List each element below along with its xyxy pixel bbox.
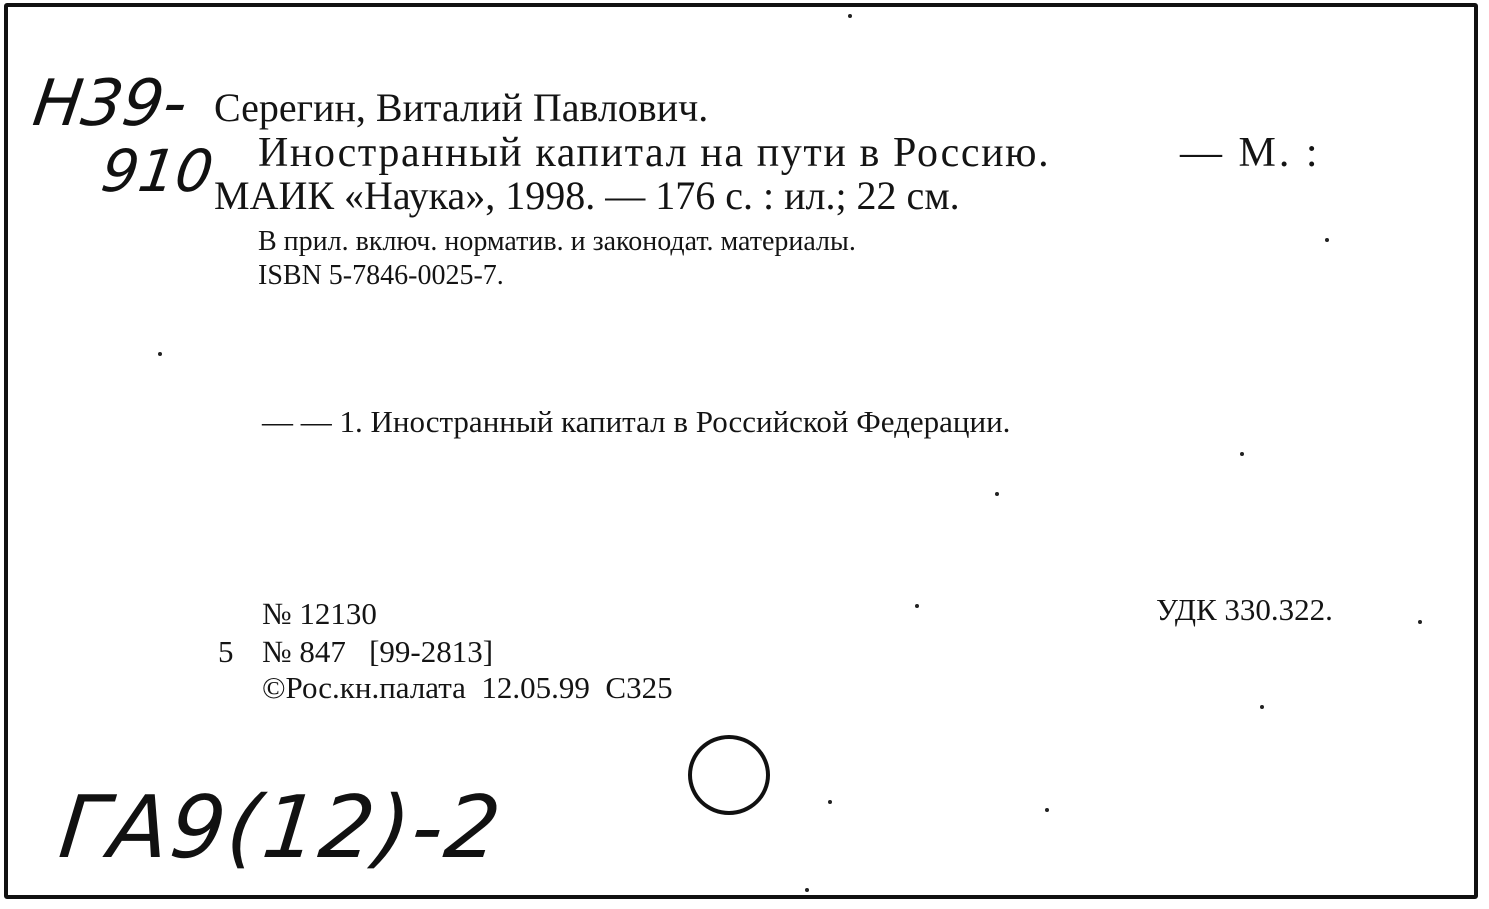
punch-hole	[688, 735, 770, 815]
subject-heading: — — 1. Иностранный капитал в Российской Федерации.	[262, 404, 1011, 439]
scan-speck	[158, 352, 162, 356]
scan-speck	[1325, 238, 1329, 242]
scan-speck	[995, 492, 999, 496]
scan-speck	[1240, 452, 1244, 456]
author-heading: Серегин, Виталий Павлович.	[214, 85, 709, 130]
scan-speck	[805, 888, 809, 892]
scan-speck	[828, 800, 832, 804]
title-line-1-left: Иностранный капитал на пути в Россию.	[258, 130, 1051, 176]
copyright-line: ©Рос.кн.палата 12.05.99 С325	[262, 670, 673, 705]
scan-speck	[915, 604, 919, 608]
card-prefix-digit: 5	[218, 634, 234, 669]
note-line: В прил. включ. норматив. и законодат. материалы.	[258, 226, 856, 257]
handwritten-classification: ГА9(12)-2	[54, 778, 508, 878]
handwritten-shelf-mark-line2: 910	[97, 137, 218, 205]
scan-speck	[1418, 620, 1422, 624]
card-number-main: № 12130	[262, 596, 377, 631]
udc-code: УДК 330.322.	[1156, 592, 1333, 627]
title-line-1-right: — М. :	[1180, 130, 1321, 176]
scan-speck	[1260, 705, 1264, 709]
card-number-secondary: № 847 [99-2813]	[262, 634, 494, 669]
isbn-line: ISBN 5-7846-0025-7.	[258, 260, 504, 291]
scan-speck	[848, 14, 852, 18]
handwritten-shelf-mark-line1: Н39-	[28, 67, 192, 141]
title-line-2: МАИК «Наука», 1998. — 176 с. : ил.; 22 см.	[214, 173, 960, 218]
scan-speck	[1045, 808, 1049, 812]
